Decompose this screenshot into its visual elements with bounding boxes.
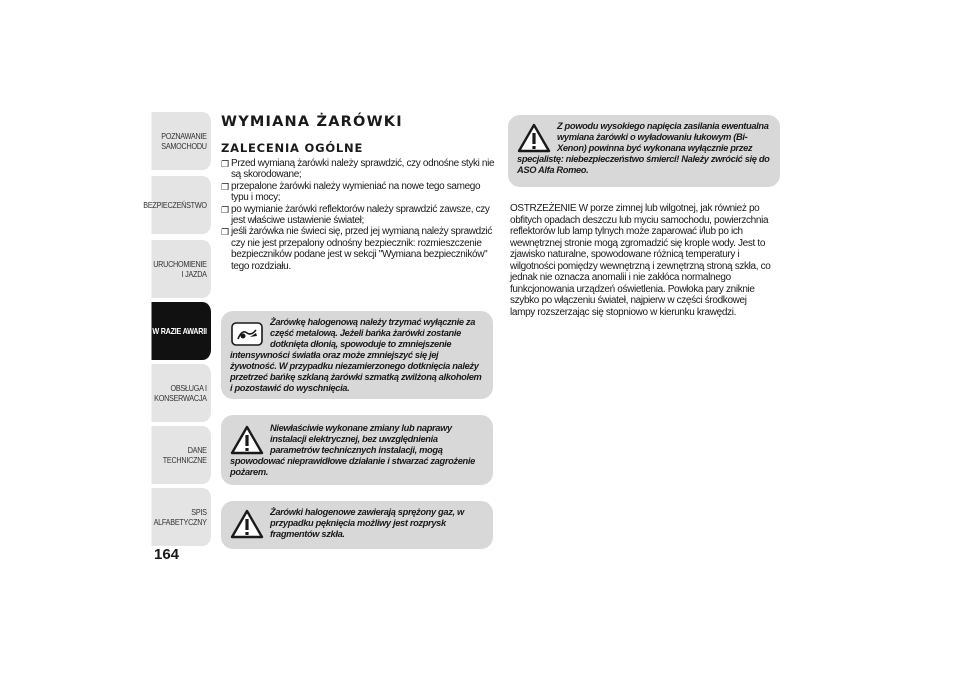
page-number: 164 bbox=[154, 546, 180, 563]
warning-triangle-icon bbox=[230, 509, 264, 539]
checkbox-bullet-icon: ❐ bbox=[221, 159, 229, 169]
notice-paragraph: OSTRZEŻENIE W porze zimnej lub wilgotnej, jak również po obfitych opadach deszczu lub myciu samochodu, powierzchnia reflektorów lub lamp tylnych może zaparować i/lub po ich wewnętrznej stronie mogą zgromadzić się krople wody. Jest to zjawisko naturalne, spowodowane różnicą temperatury i wilgotności pomiędzy wewnętrzną i zewnętrzną stroną szkła, co jednak nie oznacza anomalii i nie zakłóca normalnego funkcjonowania urządzeń oświetlenia. Powłoka pary zniknie szybko po włączeniu świateł, najpierw w części środkowej lampy rozszerzając się stopniowo w kierunku krawędzi. bbox=[510, 203, 771, 318]
tab-uruchomienie-i-jazda[interactable]: URUCHOMIENIE I JAZDA bbox=[152, 240, 212, 298]
left-column bbox=[221, 113, 496, 272]
section-heading: ZALECENIA OGÓLNE bbox=[221, 141, 364, 155]
list-item: ❐ po wymianie żarówki reflektorów należy sprawdzić zawsze, czy jest właściwe ustawienie świateł; bbox=[221, 203, 490, 227]
checkbox-bullet-icon: ❐ bbox=[221, 204, 229, 215]
list-item: ❐ jeśli żarówka nie świeci się, przed jej wymianą należy sprawdzić czy nie jest przepalony odnośny bezpiecznik: rozmieszczenie bezpieczników podane jest w sekcji "Wymiana bezpieczników" tego rozdziału. bbox=[221, 226, 493, 272]
warning-improper-repair: Niewłaściwie wykonane zmiany lub naprawy instalacji elektrycznej, bez uwzględnienia parametrów technicznych instalacji, mogą spowodować nieprawidłowe działanie i stwarzać zagrożenie pożarem. bbox=[221, 415, 493, 485]
list-item: ❐ Przed wymianą żarówki należy sprawdzić, czy odnośne styki nie są skorodowane; bbox=[221, 158, 495, 181]
warning-pressurized-gas: Żarówki halogenowe zawierają sprężony gaz, w przypadku pęknięcia możliwy jest rozprysk fragmentów szkła. bbox=[221, 501, 493, 549]
list-item: ❐ przepalone żarówki należy wymieniać na nowe tego samego typu i mocy; bbox=[221, 180, 481, 204]
tab-dane-techniczne[interactable]: DANE TECHNICZNE bbox=[152, 426, 212, 484]
warning-triangle-icon bbox=[517, 123, 551, 153]
checkbox-bullet-icon: ❐ bbox=[221, 181, 229, 192]
tab-poznawanie-samochodu[interactable]: POZNAWANIE SAMOCHODU bbox=[152, 112, 212, 170]
warning-halogen-touch: Żarówkę halogenową należy trzymać wyłącznie za część metalową. Jeżeli bańka żarówki zostanie dotknięta dłonią, spowoduje to zmniejszenie intensywności światła oraz może zmniejszyć się jej żywotność. W przypadku niezamierzonego dotknięcia należy przetrzeć bańkę szklaną żarówki szmatką zwilżoną alkoholem i pozostawić do wyschnięcia. bbox=[221, 311, 493, 399]
page-title: WYMIANA ŻARÓWKI bbox=[221, 114, 403, 130]
tab-w-razie-awarii[interactable]: W RAZIE AWARII bbox=[152, 302, 212, 360]
tab-bezpieczenstwo[interactable]: BEZPIECZEŃSTWO bbox=[152, 176, 212, 234]
recommendations-list bbox=[221, 158, 496, 272]
bulb-handling-icon bbox=[230, 319, 264, 349]
tab-obsluga-i-konserwacja[interactable]: OBSŁUGA I KONSERWACJA bbox=[152, 364, 212, 422]
tab-spis-alfabetyczny[interactable]: SPIS ALFABETYCZNY bbox=[152, 488, 212, 546]
checkbox-bullet-icon: ❐ bbox=[221, 227, 229, 238]
warning-high-voltage: Z powodu wysokiego napięcia zasilania ewentualna wymiana żarówki o wyładowaniu łukowym (Bi-Xenon) powinna być wykonana wyłącznie przez specjalistę: niebezpieczeństwo śmierci! Należy zwrócić się do ASO Alfa Romeo. bbox=[508, 115, 780, 187]
warning-triangle-icon bbox=[230, 425, 264, 455]
